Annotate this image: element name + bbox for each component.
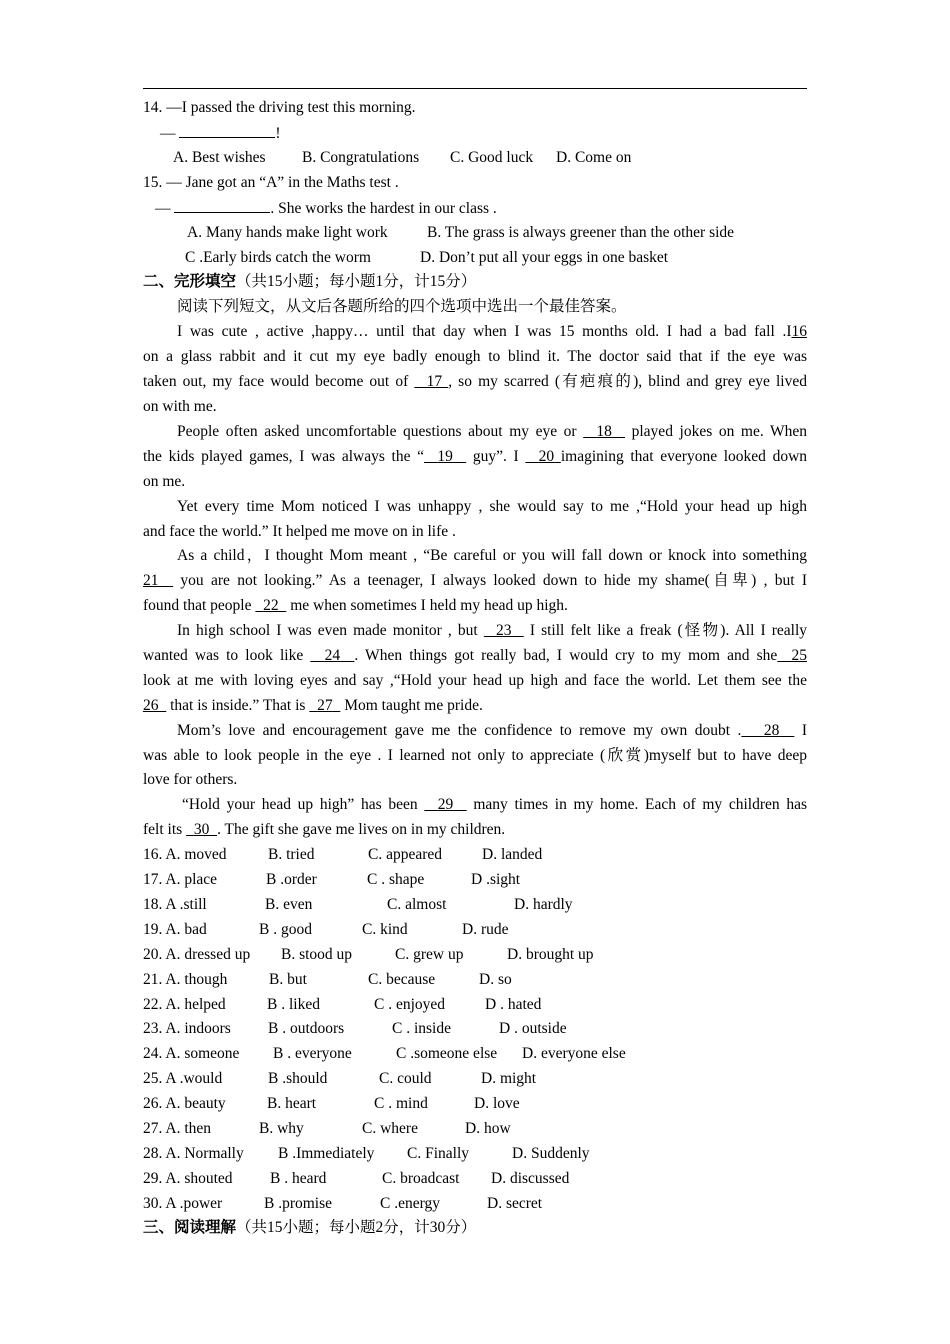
q15-reply: — . She works the hardest in our class . <box>155 200 497 217</box>
section-3-heading: 三、阅读理解（共15小题；每小题2分，计30分） <box>143 1219 477 1236</box>
q14-option-a: A. Best wishes <box>173 149 266 166</box>
passage-line: I was cute , active ,happy… until that day when I was 15 months old. I had a bad fall .I16 <box>177 323 807 340</box>
top-rule <box>143 88 807 89</box>
passage-line: on me. <box>143 473 186 490</box>
q15-option-b: B. The grass is always greener than the other side <box>427 224 735 241</box>
passage-line: In high school I was even made monitor , but 23 I still felt like a freak (怪物). All I really <box>177 622 808 639</box>
q14-option-d: D. Come on <box>556 149 632 166</box>
q14-stem: 14. —I passed the driving test this morning. <box>143 99 416 116</box>
q14-option-b: B. Congratulations <box>302 149 420 166</box>
passage-line: “Hold your head up high” has been 29 many times in my home. Each of my children has <box>182 796 807 813</box>
passage-line: found that people 22 me when sometimes I held my head up high. <box>143 597 568 614</box>
section-2-instruction: 阅读下列短文，从文后各题所给的四个选项中选出一个最佳答案。 <box>177 298 627 315</box>
q14-option-c: C. Good luck <box>450 149 534 166</box>
passage-line: and face the world.” It helped me move on in life . <box>143 523 456 540</box>
passage-line: on with me. <box>143 398 217 415</box>
section-2-heading: 二、完形填空（共15小题；每小题1分，计15分） <box>143 273 477 290</box>
passage-line: 21 you are not looking.” As a teenager, I always looked down to hide my shame(自卑) , but I <box>143 572 808 589</box>
blank-17: 17 <box>426 373 443 390</box>
q15-option-d: D. Don’t put all your eggs in one basket <box>420 249 669 266</box>
passage-line: was able to look people in the eye . I learned not only to appreciate (欣赏)myself but to have deep <box>143 747 807 764</box>
q15-stem: 15. — Jane got an “A” in the Maths test . <box>143 174 399 191</box>
passage-line: felt its 30 . The gift she gave me lives on in my children. <box>143 821 506 838</box>
answer-blank[interactable] <box>179 123 275 138</box>
q15-option-c: C .Early birds catch the worm <box>185 249 371 266</box>
passage-line: taken out, my face would become out of 17 , so my scarred (有疤痕的), blind and grey eye lived <box>143 373 807 390</box>
answer-blank[interactable] <box>174 198 270 213</box>
q15-option-a: A. Many hands make light work <box>187 224 388 241</box>
passage-line: People often asked uncomfortable questions about my eye or 18 played jokes on me. When <box>177 423 808 440</box>
passage-line: wanted was to look like 24 . When things got really bad, I would cry to my mom and she 25 <box>143 647 807 664</box>
passage-line: the kids played games, I was always the “ 19 guy”. I 20 imagining that everyone looked down <box>143 448 808 465</box>
passage-line: on a glass rabbit and it cut my eye badly enough to blind it. The doctor said that if the eye was <box>143 348 807 365</box>
passage-line: As a child，I thought Mom meant , “Be careful or you will fall down or knock into something <box>177 547 807 564</box>
passage-line: love for others. <box>143 771 238 788</box>
passage-line: 26 that is inside.” That is 27 Mom taught me pride. <box>143 697 483 714</box>
passage-line: Yet every time Mom noticed I was unhappy , she would say to me ,“Hold your head up high <box>177 498 807 515</box>
passage-line: Mom’s love and encouragement gave me the confidence to remove my own doubt . 28 I <box>177 722 808 739</box>
passage-line: look at me with loving eyes and say ,“Hold your head up high and face the world. Let them see the <box>143 672 807 689</box>
q14-reply: — ! <box>160 125 281 142</box>
